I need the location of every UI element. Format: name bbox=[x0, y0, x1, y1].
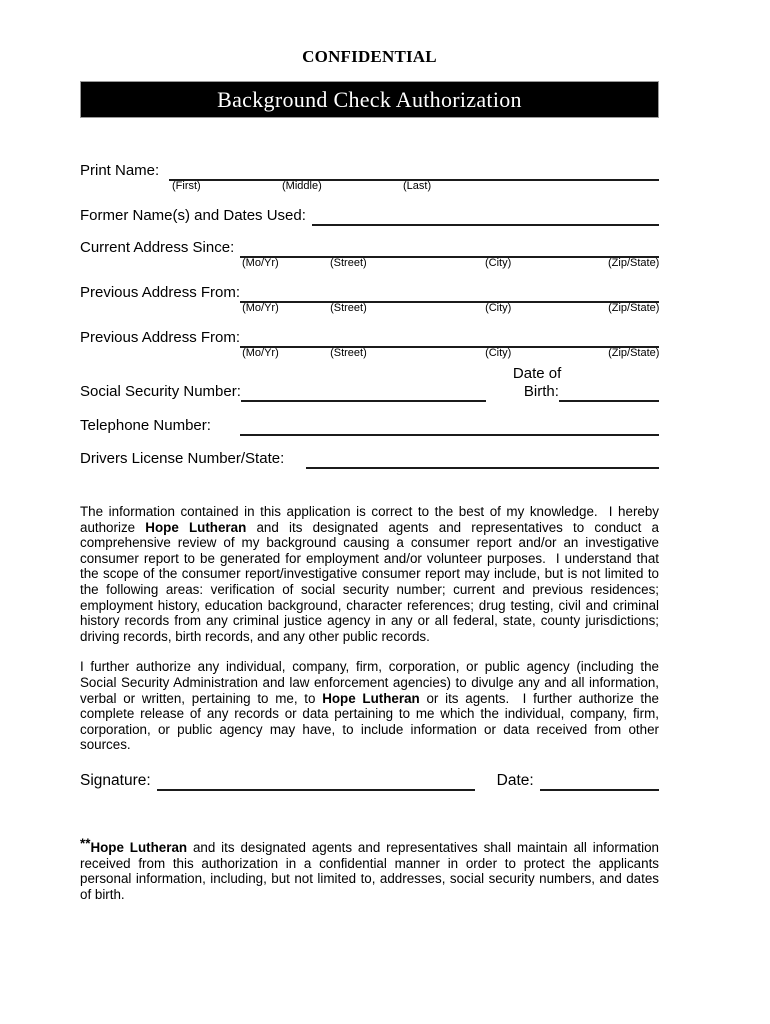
sublabel-moyr: (Mo/Yr) bbox=[242, 347, 279, 359]
sublabel-moyr: (Mo/Yr) bbox=[242, 257, 279, 269]
sublabel-city: (City) bbox=[485, 347, 512, 359]
sublabel-city: (City) bbox=[485, 302, 512, 314]
date-line[interactable] bbox=[540, 771, 659, 791]
previous-address-2-line[interactable] bbox=[240, 329, 660, 359]
sublabel-city: (City) bbox=[485, 257, 512, 269]
current-address-label: Current Address Since: bbox=[80, 239, 235, 256]
print-name-label: Print Name: bbox=[80, 162, 160, 179]
sublabel-last: (Last) bbox=[403, 180, 432, 192]
sublabel-street: (Street) bbox=[330, 302, 367, 314]
document-content bbox=[80, 0, 659, 902]
sublabel-zipstate: (Zip/State) bbox=[608, 347, 660, 359]
signature-row bbox=[80, 771, 659, 791]
sublabel-first: (First) bbox=[172, 180, 201, 192]
previous-address-1-line[interactable] bbox=[240, 284, 660, 314]
dob-label-line2: Birth: bbox=[523, 383, 559, 400]
drivers-license-field bbox=[80, 450, 659, 469]
ssn-field bbox=[80, 365, 659, 402]
telephone-field bbox=[80, 417, 659, 436]
signature-line[interactable] bbox=[157, 771, 475, 791]
print-name-field bbox=[80, 162, 659, 192]
previous-address-1-field bbox=[80, 284, 660, 314]
print-name-line[interactable] bbox=[169, 162, 659, 192]
signature-label: Signature: bbox=[80, 771, 151, 789]
previous-address-2-field bbox=[80, 329, 660, 359]
form-section bbox=[80, 162, 659, 469]
former-names-field bbox=[80, 207, 659, 226]
date-of-birth-field bbox=[498, 365, 659, 402]
confidential-heading: CONFIDENTIAL bbox=[302, 47, 437, 66]
previous-address-2-label: Previous Address From: bbox=[80, 329, 241, 346]
sublabel-street: (Street) bbox=[330, 257, 367, 269]
sublabel-zipstate: (Zip/State) bbox=[608, 302, 660, 314]
page-title: Background Check Authorization bbox=[217, 86, 522, 112]
sublabel-middle: (Middle) bbox=[282, 180, 322, 192]
former-names-line[interactable] bbox=[312, 207, 659, 226]
date-label: Date: bbox=[496, 771, 534, 789]
telephone-label: Telephone Number: bbox=[80, 417, 211, 434]
sublabel-moyr: (Mo/Yr) bbox=[242, 302, 279, 314]
title-banner bbox=[80, 81, 659, 118]
ssn-line[interactable] bbox=[241, 383, 486, 402]
authorization-paragraph: The information contained in this application is correct to the best of my knowledge. I hereby authorize Hope Lutheran and its designated agents and representatives to conduct a comprehensive review of my background causing a consumer report and/or an investigative consumer report to be generated for employment and/or volunteer purposes. I understand that the scope of the consumer report/investigative consumer report may include, but is not limited to the following areas: verification of social security number; current and previous residences; employment history, education background, character references; drug testing, civil and criminal history records from any criminal justice agency in any or all federal, state, county jurisdictions; driving records, birth records, and any other public records. bbox=[80, 504, 659, 644]
telephone-line[interactable] bbox=[240, 417, 659, 436]
current-address-line[interactable] bbox=[240, 239, 660, 269]
previous-address-1-label: Previous Address From: bbox=[80, 284, 241, 301]
dob-line[interactable] bbox=[559, 383, 659, 402]
sublabel-zipstate: (Zip/State) bbox=[608, 257, 660, 269]
release-paragraph: I further authorize any individual, company, firm, corporation, or public agency (including the Social Security Administration and law enforcement agencies) to divulge any and all information, verbal or written, pertaining to me, to Hope Lutheran or its agents. I further authorize the complete release of any records or data pertaining to me which the individual, company, firm, corporation, or public agency may have, to include information or data received from other sources. bbox=[80, 659, 659, 753]
current-address-field bbox=[80, 239, 660, 269]
drivers-license-label: Drivers License Number/State: bbox=[80, 450, 285, 467]
dob-label-line1: Date of bbox=[512, 365, 562, 382]
drivers-license-line[interactable] bbox=[306, 450, 659, 469]
ssn-label: Social Security Number: bbox=[80, 383, 241, 400]
sublabel-street: (Street) bbox=[330, 347, 367, 359]
confidentiality-note: **Hope Lutheran and its designated agents and representatives shall maintain all information received from this authorization in a confidential manner in order to protect the applicants personal information, including, but not limited to, addresses, social security numbers, and dates of birth. bbox=[80, 835, 659, 902]
former-names-label: Former Name(s) and Dates Used: bbox=[80, 207, 306, 224]
